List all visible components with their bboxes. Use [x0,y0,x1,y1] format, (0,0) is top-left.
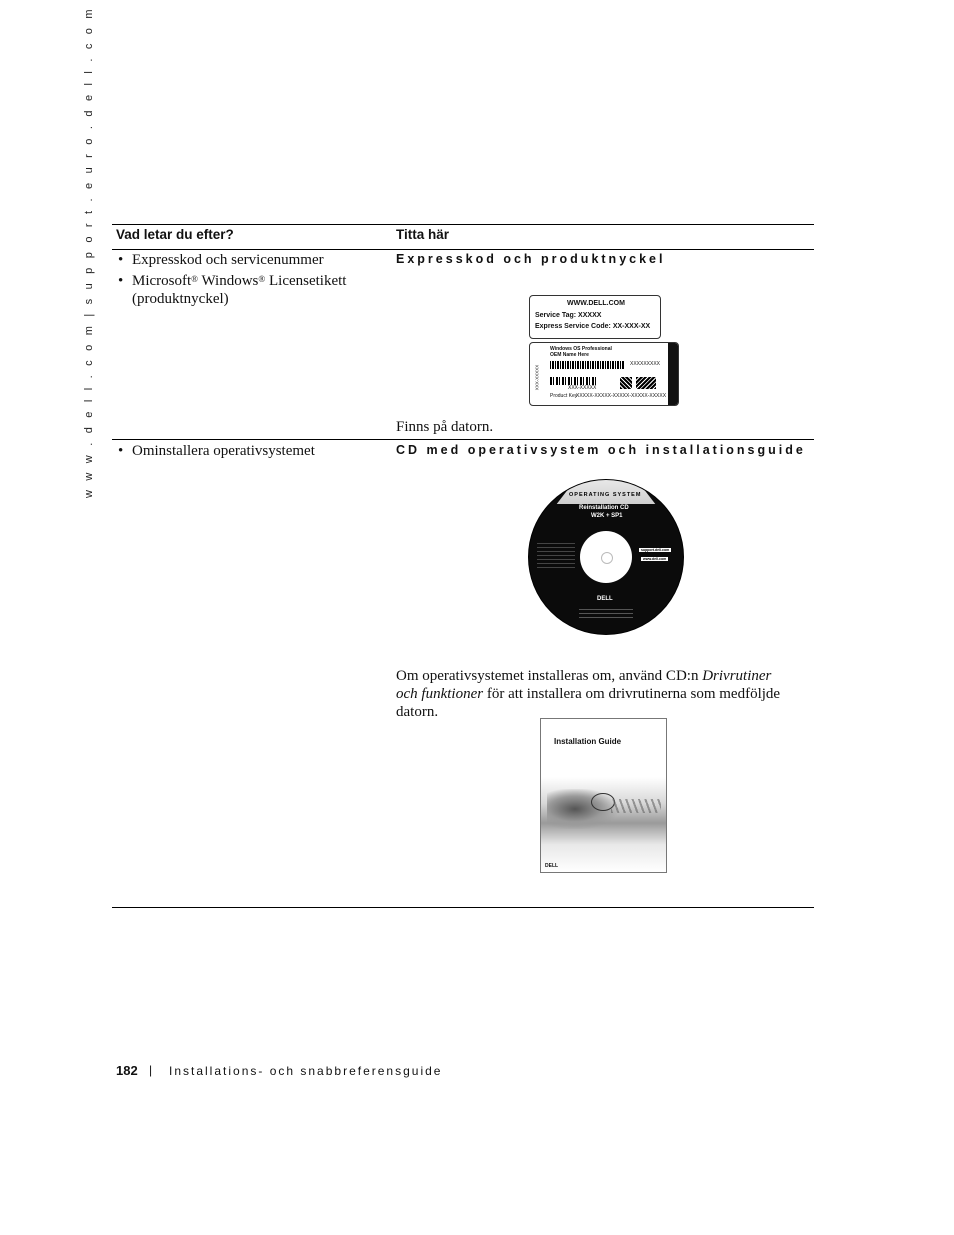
table-top-rule [112,224,814,225]
section-title-express: Expresskod och produktnyckel [396,252,666,266]
column-header-where: Titta här [396,227,450,242]
footer-title: Installations- och snabbreferensguide [169,1064,443,1078]
installation-guide-booklet: Installation Guide DELL [540,718,667,873]
certificate-logo [620,377,632,389]
section-title-cd: CD med operativsystem och installationsguide [396,443,806,457]
product-key-label: Windows OS Professional OEM Name Here XXXXXXXXX XXX-XXXXX Product Key XXXXX-XXXXX-XXXXX-XXXXX-XXXXX XXX-XXXXX [529,342,679,406]
service-tag-label: WWW.DELL.COM Service Tag: XXXXX Express Service Code: XX-XXX-XX [529,295,661,339]
table-bottom-rule [112,907,814,908]
location-caption: Finns på datorn. [396,419,494,435]
reinstall-paragraph: Om operativsystemet installeras om, använd CD:n Drivrutiner och funktioner för att installera om drivrutinerna som medföljde datorn. [396,668,781,720]
column-header-what: Vad letar du efter? [116,227,234,242]
footer-separator: | [149,1063,153,1077]
operating-system-cd: OPERATING SYSTEM Reinstallation CD W2K + SP1 support.dell.com www.dell.com DELL [528,479,684,635]
header-rule [112,249,814,250]
row-rule [112,439,814,440]
sidebar-url: w w w . d e l l . c o m | s u p p o r t . e u r o . d e l l . c o m [83,6,95,498]
page-number: 182 [116,1063,138,1078]
